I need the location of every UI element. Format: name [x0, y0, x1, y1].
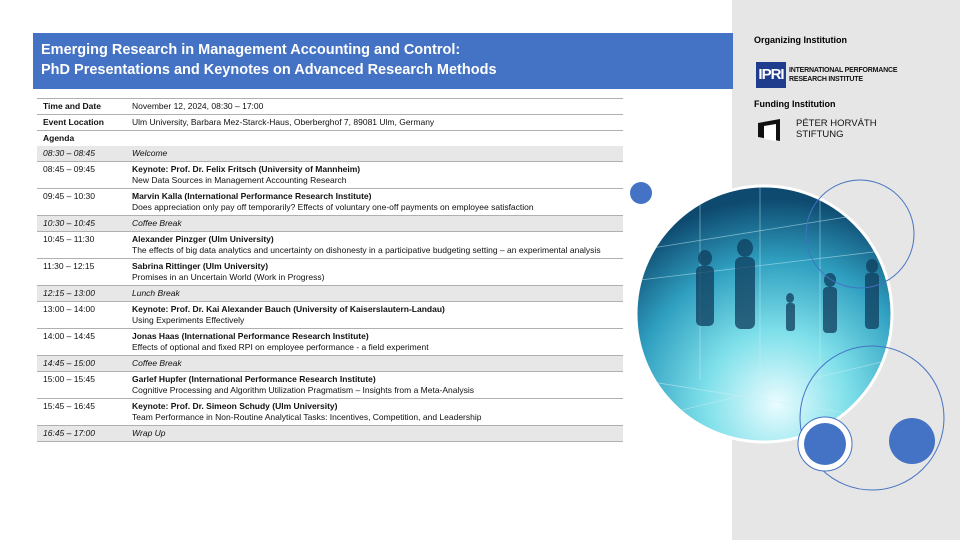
agenda-row	[37, 399, 623, 426]
agenda-title: Using Experiments Effectively	[132, 315, 245, 325]
time-date-value: November 12, 2024, 08:30 – 17:00	[126, 99, 623, 115]
agenda-header-row	[37, 131, 623, 147]
agenda-speaker: Alexander Pinzger (Ulm University)	[132, 234, 274, 244]
agenda-title: The effects of big data analytics and uncertainty on dishonesty in a participative budgeting setting – an experimental analysis	[132, 245, 601, 255]
agenda-time: 08:30 – 08:45	[37, 146, 126, 162]
ipri-logo-mark: IPRI	[756, 62, 786, 88]
agenda-time: 14:45 – 15:00	[37, 356, 126, 372]
agenda-time: 11:30 – 12:15	[37, 259, 126, 286]
agenda-row	[37, 259, 623, 286]
funding-institution-label: Funding Institution	[754, 99, 836, 109]
agenda-title: Wrap Up	[126, 426, 623, 442]
title-banner	[33, 33, 733, 89]
agenda-speaker: Keynote: Prof. Dr. Felix Fritsch (University of Mannheim)	[132, 164, 361, 174]
agenda-title: Coffee Break	[126, 216, 623, 232]
agenda-row	[37, 302, 623, 329]
agenda-speaker: Marvin Kalla (International Performance Research Institute)	[132, 191, 372, 201]
time-date-row	[37, 99, 623, 115]
time-date-label: Time and Date	[37, 99, 126, 115]
agenda-table	[37, 98, 623, 442]
location-value: Ulm University, Barbara Mez-Starck-Haus, Oberberghof 7, 89081 Ulm, Germany	[126, 115, 623, 131]
agenda-title: Team Performance in Non-Routine Analytical Tasks: Incentives, Competition, and Leadership	[132, 412, 482, 422]
agenda-speaker: Keynote: Prof. Dr. Kai Alexander Bauch (University of Kaiserslautern-Landau)	[132, 304, 445, 314]
agenda-time: 13:00 – 14:00	[37, 302, 126, 329]
title-line-2: PhD Presentations and Keynotes on Advanced Research Methods	[41, 62, 497, 78]
agenda-title: Cognitive Processing and Algorithm Utilization Pragmatism – Insights from a Meta-Analysis	[132, 385, 475, 395]
organizing-institution-label: Organizing Institution	[754, 35, 847, 45]
agenda-time: 08:45 – 09:45	[37, 162, 126, 189]
agenda-time: 16:45 – 17:00	[37, 426, 126, 442]
agenda-row	[37, 189, 623, 216]
foundation-logo-line-1: PÉTER HORVÁTH	[796, 118, 877, 129]
agenda-row	[37, 286, 623, 302]
agenda-title: Coffee Break	[126, 356, 623, 372]
agenda-title: Lunch Break	[126, 286, 623, 302]
location-row	[37, 115, 623, 131]
agenda-label: Agenda	[43, 133, 75, 143]
agenda-row	[37, 146, 623, 162]
ipri-logo	[756, 62, 898, 88]
agenda-row	[37, 329, 623, 356]
agenda-title: Does appreciation only pay off temporarily? Effects of voluntary one-off payments on employee satisfaction	[132, 202, 534, 212]
agenda-speaker: Jonas Haas (International Performance Research Institute)	[132, 331, 369, 341]
agenda-time: 12:15 – 13:00	[37, 286, 126, 302]
title-line-1: Emerging Research in Management Accounting and Control:	[41, 42, 461, 58]
agenda-time: 10:45 – 11:30	[37, 232, 126, 259]
agenda-row	[37, 232, 623, 259]
agenda-time: 15:00 – 15:45	[37, 372, 126, 399]
agenda-time: 14:00 – 14:45	[37, 329, 126, 356]
accent-dot-icon	[630, 182, 652, 204]
agenda-row	[37, 216, 623, 232]
ipri-logo-line-2: RESEARCH INSTITUTE	[789, 76, 863, 83]
agenda-time: 10:30 – 10:45	[37, 216, 126, 232]
agenda-time: 15:45 – 16:45	[37, 399, 126, 426]
agenda-row	[37, 372, 623, 399]
foundation-logo	[756, 117, 886, 143]
agenda-row	[37, 426, 623, 442]
agenda-row	[37, 356, 623, 372]
foundation-emblem-icon	[756, 117, 790, 143]
foundation-logo-line-2: STIFTUNG	[796, 129, 844, 140]
agenda-title: New Data Sources in Management Accounting Research	[132, 175, 347, 185]
agenda-speaker: Sabrina Rittinger (Ulm University)	[132, 261, 269, 271]
agenda-row	[37, 162, 623, 189]
agenda-speaker: Garlef Hupfer (International Performance Research Institute)	[132, 374, 376, 384]
agenda-title: Effects of optional and fixed RPI on employee performance - a field experiment	[132, 342, 429, 352]
agenda-speaker: Keynote: Prof. Dr. Simeon Schudy (Ulm University)	[132, 401, 338, 411]
agenda-title: Promises in an Uncertain World (Work in Progress)	[132, 272, 325, 282]
agenda-time: 09:45 – 10:30	[37, 189, 126, 216]
ipri-logo-line-1: INTERNATIONAL PERFORMANCE	[789, 67, 898, 74]
agenda-title: Welcome	[126, 146, 623, 162]
location-label: Event Location	[37, 115, 126, 131]
